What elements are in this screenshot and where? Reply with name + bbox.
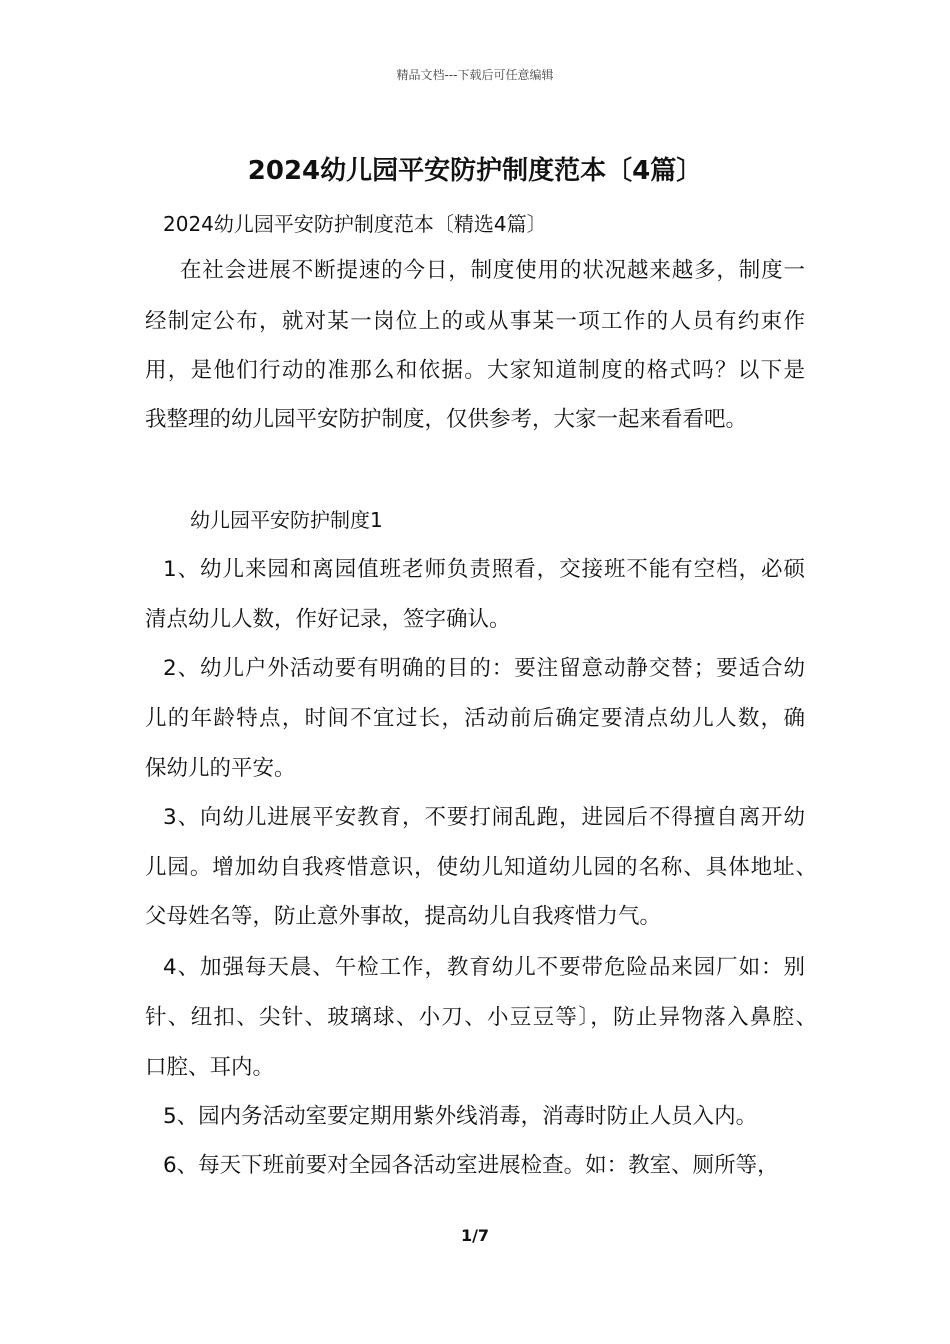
item-line: 1、幼儿来园和离园值班老师负责照看，交接班不能有空档，必硕 [163, 557, 805, 582]
intro-line: 我整理的幼儿园平安防护制度，仅供参考，大家一起来看看吧。 [145, 407, 748, 432]
page-header: 精品文档---下载后可任意编辑 [396, 68, 554, 82]
item-line: 保幼儿的平安。 [145, 756, 296, 781]
section-heading: 幼儿园平安防护制度1 [190, 508, 383, 532]
page-number: 1/7 [460, 1226, 490, 1245]
item-line: 清点幼儿人数，作好记录，签字确认。 [145, 607, 511, 632]
item-line: 3、向幼儿进展平安教育，不要打闹乱跑，进园后不得擅自离开幼 [163, 805, 805, 830]
item-line: 2、幼儿户外活动要有明确的目的：要注留意动静交替；要适合幼 [163, 656, 805, 681]
intro-line: 在社会进展不断提速的今日，制度使用的状况越来越多，制度一 [180, 258, 805, 283]
item-line: 6、每天下班前要对全园各活动室进展检查。如：教室、厕所等， [163, 1153, 779, 1178]
item-line: 针、纽扣、尖针、玻璃球、小刀、小豆豆等〕，防止异物落入鼻腔、 [145, 1005, 817, 1030]
item-line: 儿的年龄特点，时间不宜过长，活动前后确定要清点幼儿人数，确 [145, 706, 805, 731]
document-subtitle: 2024幼儿园平安防护制度范本〔精选4篇〕 [163, 212, 547, 236]
intro-line: 经制定公布，就对某一岗位上的或从事某一项工作的人员有约束作 [145, 309, 805, 334]
item-line: 父母姓名等，防止意外事故，提高幼儿自我疼惜力气。 [145, 904, 662, 929]
item-line: 儿园。增加幼自我疼惜意识，使幼儿知道幼儿园的名称、具体地址、 [145, 855, 817, 880]
intro-line: 用，是他们行动的准那么和依据。大家知道制度的格式吗？以下是 [145, 358, 805, 383]
item-line: 4、加强每天晨、午检工作，教育幼儿不要带危险品来园厂如：别 [163, 955, 805, 980]
item-line: 口腔、耳内。 [145, 1055, 275, 1080]
item-line: 5、园内务活动室要定期用紫外线消毒，消毒时防止人员入内。 [163, 1104, 758, 1129]
document-title: 2024幼儿园平安防护制度范本〔4篇〕 [247, 156, 703, 186]
